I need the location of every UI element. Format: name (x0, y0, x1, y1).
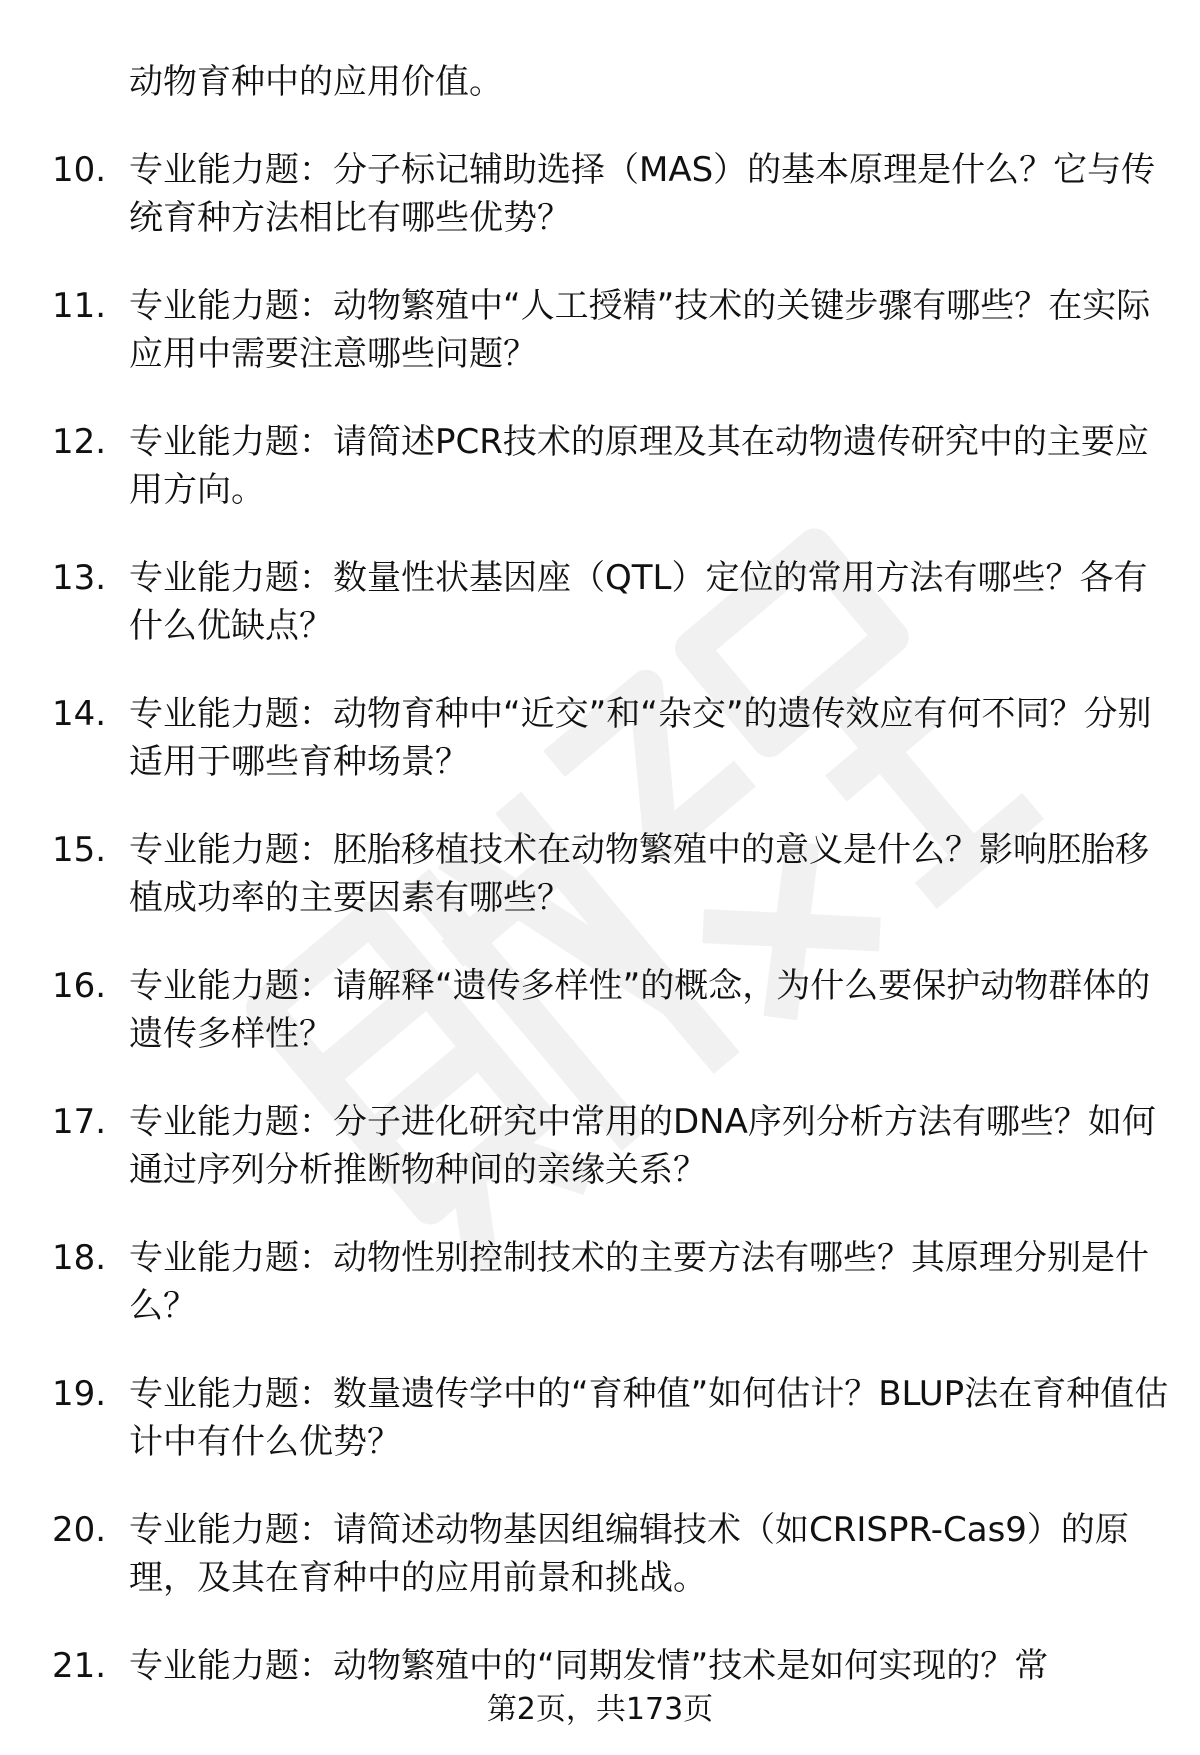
question-item (0, 282, 1200, 378)
question-number: 17. (52, 1102, 107, 1142)
question-item (0, 1234, 1200, 1330)
question-number: 13. (52, 558, 107, 598)
question-item (0, 418, 1200, 514)
question-text: 专业能力题：胚胎移植技术在动物繁殖中的意义是什么？影响胚胎移植成功率的主要因素有哪些？ (129, 830, 1149, 918)
question-number: 21. (52, 1646, 107, 1686)
question-number: 10. (52, 150, 107, 190)
question-number: 19. (52, 1374, 107, 1414)
page-footer: 第2页，共173页 (486, 1692, 714, 1727)
question-text: 专业能力题：请简述动物基因组编辑技术（如CRISPR-Cas9）的原理，及其在育种中的应用前景和挑战。 (129, 1510, 1129, 1598)
continuation-text: 动物育种中的应用价值。 (129, 62, 503, 102)
question-number: 15. (52, 830, 107, 870)
question-text: 专业能力题：动物育种中“近交”和“杂交”的遗传效应有何不同？分别适用于哪些育种场景？ (129, 694, 1152, 782)
question-text: 专业能力题：请解释“遗传多样性”的概念，为什么要保护动物群体的遗传多样性？ (129, 966, 1151, 1054)
question-item (0, 962, 1200, 1058)
question-list (0, 58, 1200, 1730)
question-number: 20. (52, 1510, 107, 1550)
question-number: 16. (52, 966, 107, 1006)
question-item (0, 1370, 1200, 1466)
question-text: 专业能力题：动物性别控制技术的主要方法有哪些？其原理分别是什么？ (129, 1238, 1149, 1326)
question-item (0, 1642, 1200, 1690)
question-item (0, 1098, 1200, 1194)
question-text: 专业能力题：动物繁殖中的“同期发情”技术是如何实现的？常 (129, 1646, 1049, 1686)
question-number: 14. (52, 694, 107, 734)
question-text: 专业能力题：分子标记辅助选择（MAS）的基本原理是什么？它与传统育种方法相比有哪些优势？ (129, 150, 1156, 238)
question-number: 11. (52, 286, 107, 326)
question-text: 专业能力题：分子进化研究中常用的DNA序列分析方法有哪些？如何通过序列分析推断物种间的亲缘关系？ (129, 1102, 1156, 1190)
question-item (0, 826, 1200, 922)
question-item (0, 554, 1200, 650)
question-item (0, 690, 1200, 786)
question-text: 专业能力题：数量遗传学中的“育种值”如何估计？BLUP法在育种值估计中有什么优势？ (129, 1374, 1169, 1462)
question-number: 18. (52, 1238, 107, 1278)
question-text: 专业能力题：数量性状基因座（QTL）定位的常用方法有哪些？各有什么优缺点？ (129, 558, 1148, 646)
question-item (0, 146, 1200, 242)
question-item (0, 1506, 1200, 1602)
question-text: 专业能力题：请简述PCR技术的原理及其在动物遗传研究中的主要应用方向。 (129, 422, 1149, 510)
question-number: 12. (52, 422, 107, 462)
question-text: 专业能力题：动物繁殖中“人工授精”技术的关键步骤有哪些？在实际应用中需要注意哪些问题？ (129, 286, 1151, 374)
